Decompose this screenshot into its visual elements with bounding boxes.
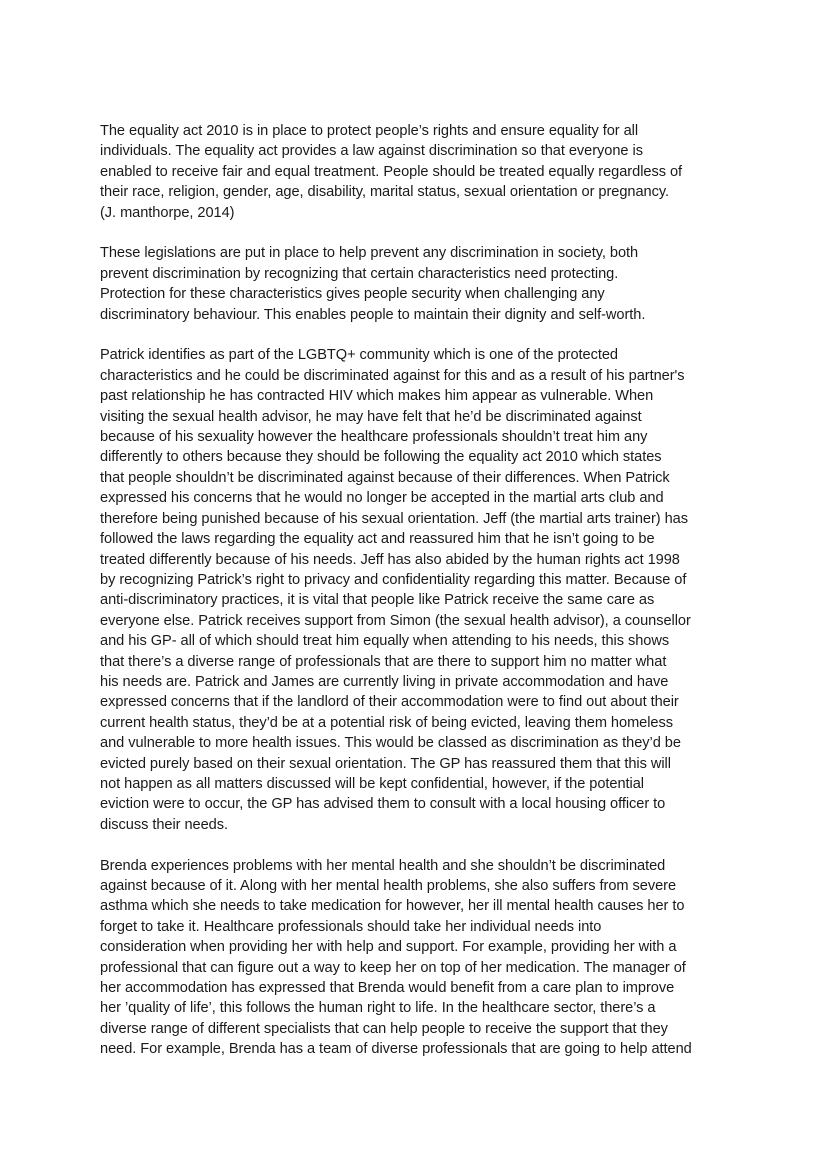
- paragraph: [100, 243, 732, 325]
- text-line: anti-discriminatory practices, it is vital that people like Patrick receive the same care as: [100, 592, 655, 609]
- text-line: professional that can figure out a way to keep her on top of her medication. The manager of: [100, 959, 686, 976]
- document-body: [100, 121, 732, 1080]
- text-line: past relationship he has contracted HIV which makes him appear as vulnerable. When: [100, 388, 654, 405]
- text-line: and vulnerable to more health issues. This would be classed as discrimination as they’d be: [100, 735, 681, 752]
- text-line: because of his sexuality however the healthcare professionals shouldn’t treat him any: [100, 429, 648, 446]
- text-line: her accommodation has expressed that Brenda would benefit from a care plan to improve: [100, 980, 675, 997]
- text-line: her ’quality of life’, this follows the human right to life. In the healthcare sector, there’s a: [100, 1000, 656, 1017]
- text-line: characteristics and he could be discriminated against for this and as a result of his partner's: [100, 367, 685, 384]
- text-line: their race, religion, gender, age, disability, marital status, sexual orientation or pregnancy.: [100, 184, 670, 201]
- text-line: asthma which she needs to take medication for however, her ill mental health causes her to: [100, 898, 685, 915]
- text-line: Patrick identifies as part of the LGBTQ+ community which is one of the protected: [100, 347, 618, 364]
- text-line: that people shouldn’t be discriminated against because of their differences. When Patrick: [100, 469, 670, 486]
- text-line: expressed his concerns that he would no longer be accepted in the martial arts club and: [100, 490, 664, 507]
- text-line: discriminatory behaviour. This enables people to maintain their dignity and self-worth.: [100, 306, 646, 323]
- paragraph: [100, 121, 732, 223]
- text-line: followed the laws regarding the equality act and reassured him that he isn’t going to be: [100, 531, 655, 548]
- text-line: eviction were to occur, the GP has advised them to consult with a local housing officer to: [100, 796, 666, 813]
- text-line: current health status, they’d be at a potential risk of being evicted, leaving them homeless: [100, 714, 673, 731]
- text-line: everyone else. Patrick receives support from Simon (the sexual health advisor), a counsellor: [100, 612, 691, 629]
- text-line: diverse range of different specialists that can help people to receive the support that they: [100, 1020, 668, 1037]
- paragraph: [100, 345, 732, 835]
- text-line: and his GP- all of which should treat him equally when attending to his needs, this shows: [100, 633, 670, 650]
- text-line: differently to others because they should be following the equality act 2010 which states: [100, 449, 662, 466]
- text-line: enabled to receive fair and equal treatment. People should be treated equally regardless of: [100, 163, 683, 180]
- text-line: against because of it. Along with her mental health problems, she also suffers from severe: [100, 877, 677, 894]
- text-line: not happen as all matters discussed will be kept confidential, however, if the potential: [100, 775, 644, 792]
- text-line: (J. manthorpe, 2014): [100, 204, 235, 221]
- text-line: evicted purely based on their sexual orientation. The GP has reassured them that this will: [100, 755, 671, 772]
- text-line: forget to take it. Healthcare professionals should take her individual needs into: [100, 918, 602, 935]
- text-line: prevent discrimination by recognizing that certain characteristics need protecting.: [100, 265, 619, 282]
- text-line: expressed concerns that if the landlord of their accommodation were to find out about their: [100, 694, 679, 711]
- text-line: treated differently because of his needs. Jeff has also abided by the human rights act 1998: [100, 551, 680, 568]
- text-line: Protection for these characteristics gives people security when challenging any: [100, 286, 605, 303]
- text-line: discuss their needs.: [100, 816, 228, 833]
- paragraph: [100, 856, 732, 1060]
- text-line: consideration when providing her with help and support. For example, providing her with a: [100, 939, 677, 956]
- text-line: Brenda experiences problems with her mental health and she shouldn’t be discriminated: [100, 857, 666, 874]
- text-line: individuals. The equality act provides a law against discrimination so that everyone is: [100, 143, 643, 160]
- text-line: These legislations are put in place to help prevent any discrimination in society, both: [100, 245, 639, 262]
- text-line: therefore being punished because of his sexual orientation. Jeff (the martial arts trainer) has: [100, 510, 688, 527]
- text-line: his needs are. Patrick and James are currently living in private accommodation and have: [100, 673, 669, 690]
- text-line: by recognizing Patrick’s right to privacy and confidentiality regarding this matter. Because of: [100, 571, 687, 588]
- text-line: visiting the sexual health advisor, he may have felt that he’d be discriminated against: [100, 408, 642, 425]
- text-line: that there’s a diverse range of professionals that are there to support him no matter what: [100, 653, 667, 670]
- text-line: The equality act 2010 is in place to protect people’s rights and ensure equality for all: [100, 123, 639, 139]
- text-line: need. For example, Brenda has a team of diverse professionals that are going to help attend: [100, 1041, 692, 1058]
